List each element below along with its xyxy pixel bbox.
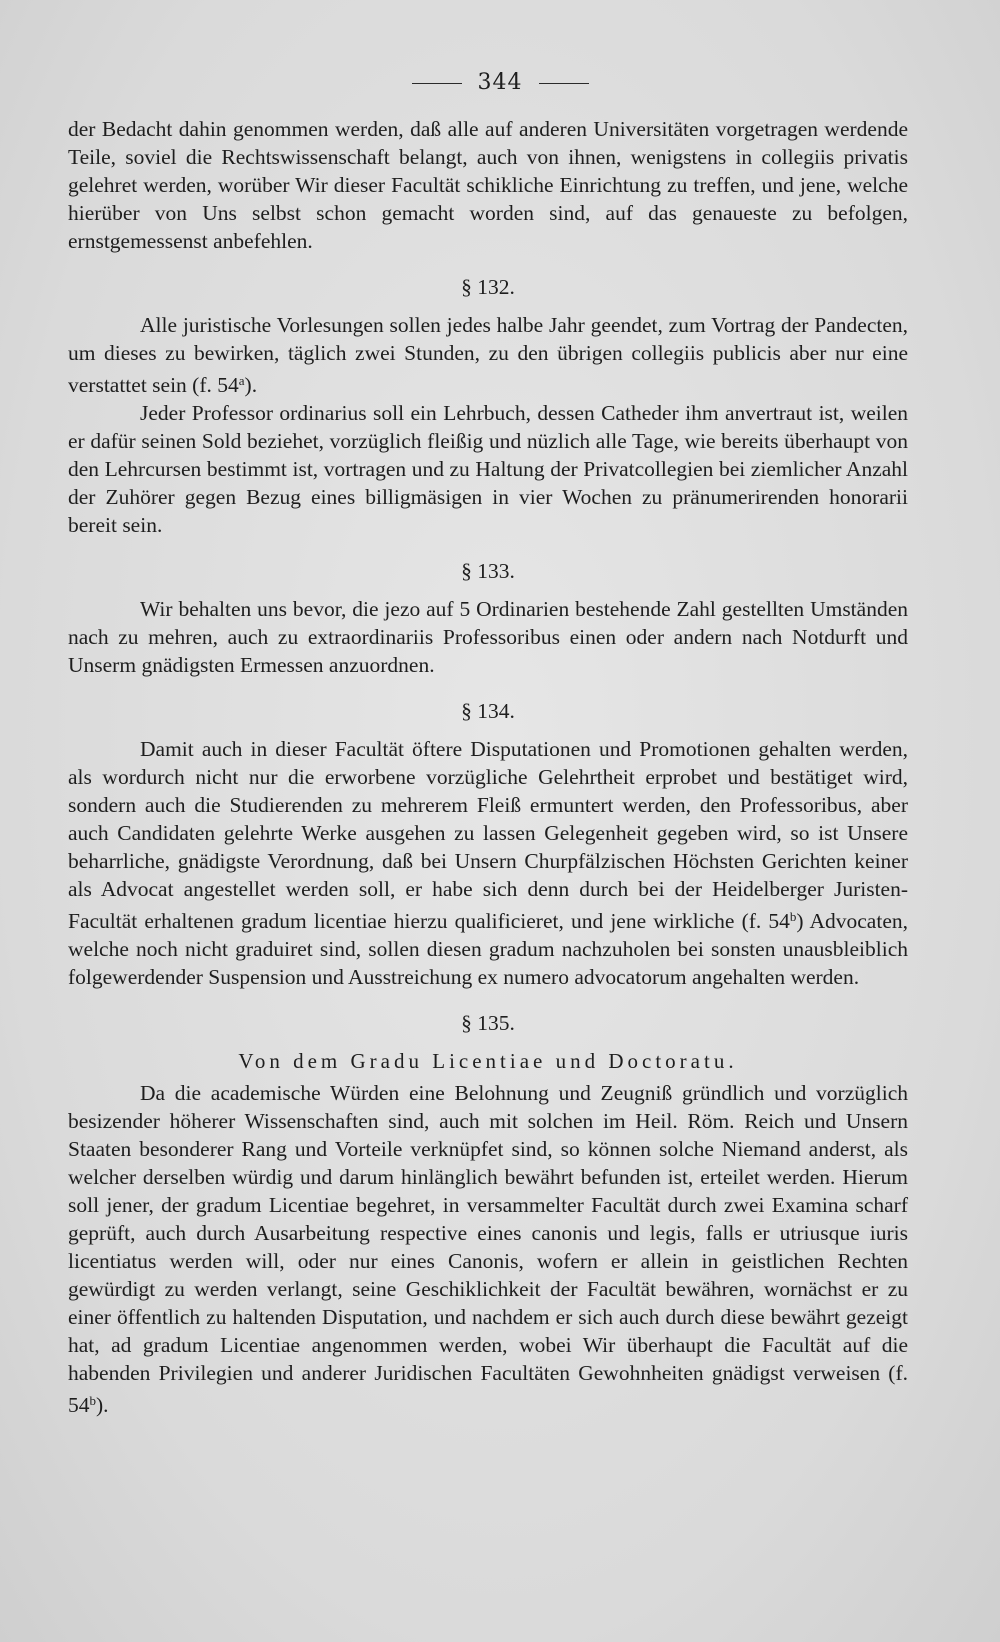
section-heading-135: § 135. [461, 1011, 515, 1035]
paragraph-134-1: Damit auch in dieser Facultät öftere Disputationen und Promotionen gehalten werden, als wordurch nicht nur die erworbene vorzügliche Gelehrtheit erprobet und bestätiget wird, sondern auch die Studierenden zu mehrerem Fleiß ermuntert werden, den Professoribus, aber auch Candidaten gelehrte Werke ausgehen zu lassen Gelegenheit gegeben wird, so ist Unsere beharrliche, gnädigste Verordnung, daß bei Unsern Churpfälzischen Höchsten Gerichten keiner als Advocat angestellet werden soll, er habe sich denn durch bei der Heidelberger Juristen-Facultät erhaltenen gradum licentiae hierzu qualificieret, und jene wirkliche (f. 54$^b$) Advocaten, welche noch nicht graduiret sind, sollen diesen gradum nachzuholen bei sonsten unausbleiblich folgewerdender Suspension und Ausstreichung ex numero advocatorum angehalten werden. [68, 737, 908, 989]
paragraph-132-2: Jeder Professor ordinarius soll ein Lehrbuch, dessen Catheder ihm anvertraut ist, weilen er dafür seinen Sold beziehet, vorzüglich fleißig und nüzlich alle Tage, wie bereits überhaupt von den Lehrcursen bestimmt ist, vortragen und zu Haltung der Privatcollegien bei ziemlicher Anzahl der Zuhörer gegen Bezug eines billigmäsigen in vier Wochen zu pränumerirenden honorarii bereit sein. [68, 401, 908, 537]
paragraph-135-1: Da die academische Würden eine Belohnung und Zeugniß gründlich und vorzüglich besizender höherer Wissenschaften sind, auch mit solchen im Heil. Röm. Reich und Unsern Staaten besonderer Rang und Vorteile verknüpfet sind, so können solche Niemand anderst, als welcher derselben würdig und darum hinlänglich bewährt befunden ist, erteilet werden. Hierum soll jener, der gradum Licentiae begehret, in versammelter Facultät durch zwei Examina scharf geprüft, auch durch Ausarbeitung respective eines canonis und legis, falls er utriusque iuris licentiatus werden will, oder nur eines Canonis, wofern er allein in geistlichen Rechten gewürdigt zu werden verlangt, seine Geschiklichkeit der Facultät bewähren, wornächst er zu einer öffentlich zu haltenden Disputation, und nachdem er sich auch durch diese bewährt gezeigt hat, ad gradum Licentiae angenommen werden, wobei Wir überhaupt die Facultät auf die habenden Privilegien und anderer Juridischen Facultäten Gewohnheiten gnädigst verweisen (f. 54$^b$). [68, 1081, 908, 1417]
header-rule-right [539, 83, 589, 84]
section-heading-134: § 134. [461, 699, 515, 723]
section-heading-133: § 133. [461, 559, 515, 583]
page-body [68, 115, 908, 1419]
paragraph-132-1: Alle juristische Vorlesungen sollen jedes halbe Jahr geendet, zum Vortrag der Pandecten, um dieses zu bewirken, täglich zwei Stunden, zu den übrigen collegiis publicis aber nur eine verstattet sein (f. 54$^a$). [68, 313, 908, 397]
header-rule-left [412, 83, 462, 84]
section-subtitle-135: Von dem Gradu Licentiae und Doctoratu. [238, 1049, 738, 1073]
page-number: 344 [477, 70, 523, 95]
paragraph-continued: der Bedacht dahin genommen werden, daß alle auf anderen Universitäten vorgetragen werdende Teile, soviel die Rechtswissenschaft belangt, auch von ihnen, wenigstens in collegiis privatis gelehret werden, worüber Wir dieser Facultät schikliche Einrichtung zu treffen, und jene, welche hierüber von Uns selbst schon gemacht worden sind, auf das genaueste zu befolgen, ernstgemessenst anbefehlen. [68, 117, 908, 253]
section-heading-132: § 132. [461, 275, 515, 299]
paragraph-133-1: Wir behalten uns bevor, die jezo auf 5 Ordinarien bestehende Zahl gestellten Umständen nach zu mehren, auch zu extraordinariis Professoribus einen oder andern nach Notdurft und Unserm gnädigsten Ermessen anzuordnen. [68, 597, 908, 677]
page-header [0, 70, 1000, 95]
